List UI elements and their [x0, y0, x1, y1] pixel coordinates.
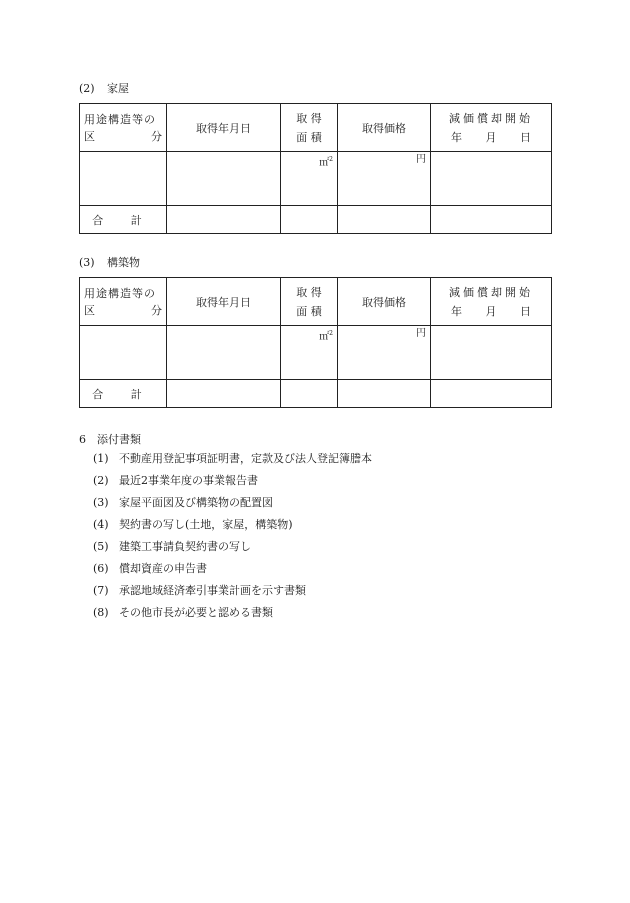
attachment-number: (3) [93, 496, 109, 509]
attachment-number: (8) [93, 606, 109, 619]
attachment-text: その他市長が必要と認める書類 [119, 606, 273, 619]
structure-depreciation-cell[interactable] [431, 326, 552, 380]
attachment-item [93, 562, 372, 584]
area-unit: ㎡$^2$ [319, 330, 333, 343]
house-total-price[interactable] [338, 206, 431, 234]
category-header-ku: 区 [84, 129, 95, 143]
house-total-row [80, 206, 552, 234]
attachment-number: (5) [93, 540, 109, 553]
structure-category-cell[interactable] [80, 326, 167, 380]
attachment-text: 建築工事請負契約書の写し [119, 540, 251, 553]
house-header-row [80, 104, 552, 152]
depreciation-header [431, 278, 552, 326]
house-price-cell[interactable] [338, 152, 431, 206]
category-header-line1: 用途構造等の [84, 112, 156, 126]
section-structure-number: (3) [79, 256, 95, 269]
structure-total-area[interactable] [281, 380, 338, 408]
structure-total-depreciation[interactable] [431, 380, 552, 408]
depreciation-day: 日 [520, 304, 531, 318]
price-header: 取得価格 [338, 104, 431, 152]
structure-area-cell[interactable] [281, 326, 338, 380]
price-unit: 円 [416, 154, 426, 165]
category-header [80, 104, 167, 152]
depreciation-header [431, 104, 552, 152]
house-table [79, 103, 552, 234]
category-header-ku: 区 [84, 303, 95, 317]
house-total-depreciation[interactable] [431, 206, 552, 234]
attachment-number: (7) [93, 584, 109, 597]
area-header-line1: 取 得 [296, 111, 322, 125]
area-unit: ㎡$^2$ [319, 156, 333, 169]
house-total-date[interactable] [167, 206, 281, 234]
acquired-date-header: 取得年月日 [167, 278, 281, 326]
structure-price-cell[interactable] [338, 326, 431, 380]
depreciation-day: 日 [520, 130, 531, 144]
area-header [281, 104, 338, 152]
depreciation-header-line1: 減価償却開始 [449, 111, 533, 125]
attachment-item [93, 474, 372, 496]
attachment-number: (2) [93, 474, 109, 487]
attachment-number: (1) [93, 452, 109, 465]
section-structure-heading [79, 256, 140, 270]
house-depreciation-cell[interactable] [431, 152, 552, 206]
section-house-title: 家屋 [107, 82, 129, 95]
attachment-text: 契約書の写し(土地，家屋，構築物) [119, 518, 293, 531]
category-header-bun: 分 [151, 129, 162, 143]
depreciation-year: 年 [451, 130, 462, 144]
attachment-text: 最近2事業年度の事業報告書 [119, 474, 258, 487]
depreciation-header-line1: 減価償却開始 [449, 285, 533, 299]
attachments-heading [79, 431, 141, 447]
attachment-item [93, 518, 372, 540]
section-structure-title: 構築物 [107, 256, 140, 269]
house-total-label: 合 計 [80, 206, 167, 234]
house-total-area[interactable] [281, 206, 338, 234]
structure-entry-row [80, 326, 552, 380]
attachment-text: 不動産用登記事項証明書，定款及び法人登記簿謄本 [119, 452, 372, 465]
area-header-line2: 面 積 [296, 130, 322, 144]
area-header-line1: 取 得 [296, 285, 322, 299]
attachments-number: 6 [79, 433, 86, 446]
house-date-cell[interactable] [167, 152, 281, 206]
attachments-title: 添付書類 [97, 433, 141, 446]
category-header-bun: 分 [151, 303, 162, 317]
attachment-number: (4) [93, 518, 109, 531]
price-header: 取得価格 [338, 278, 431, 326]
attachment-text: 家屋平面図及び構築物の配置図 [119, 496, 273, 509]
depreciation-month: 月 [485, 304, 497, 318]
acquired-date-header: 取得年月日 [167, 104, 281, 152]
structure-total-label: 合 計 [80, 380, 167, 408]
category-header-line1: 用途構造等の [84, 286, 156, 300]
structure-total-price[interactable] [338, 380, 431, 408]
structure-total-date[interactable] [167, 380, 281, 408]
section-house-number: (2) [79, 82, 95, 95]
category-header [80, 278, 167, 326]
attachment-item [93, 606, 372, 628]
house-area-cell[interactable] [281, 152, 338, 206]
structure-table [79, 277, 552, 408]
attachment-number: (6) [93, 562, 109, 575]
depreciation-month: 月 [485, 130, 497, 144]
structure-total-row [80, 380, 552, 408]
attachment-item [93, 452, 372, 474]
attachment-item [93, 540, 372, 562]
price-unit: 円 [416, 328, 426, 339]
house-category-cell[interactable] [80, 152, 167, 206]
area-header [281, 278, 338, 326]
area-header-line2: 面 積 [296, 304, 322, 318]
house-entry-row [80, 152, 552, 206]
structure-header-row [80, 278, 552, 326]
depreciation-year: 年 [451, 304, 462, 318]
attachment-item [93, 496, 372, 518]
attachment-item [93, 584, 372, 606]
section-house-heading [79, 82, 129, 96]
attachments-list [93, 452, 372, 628]
attachment-text: 承認地域経済牽引事業計画を示す書類 [119, 584, 306, 597]
structure-date-cell[interactable] [167, 326, 281, 380]
attachment-text: 償却資産の申告書 [119, 562, 207, 575]
